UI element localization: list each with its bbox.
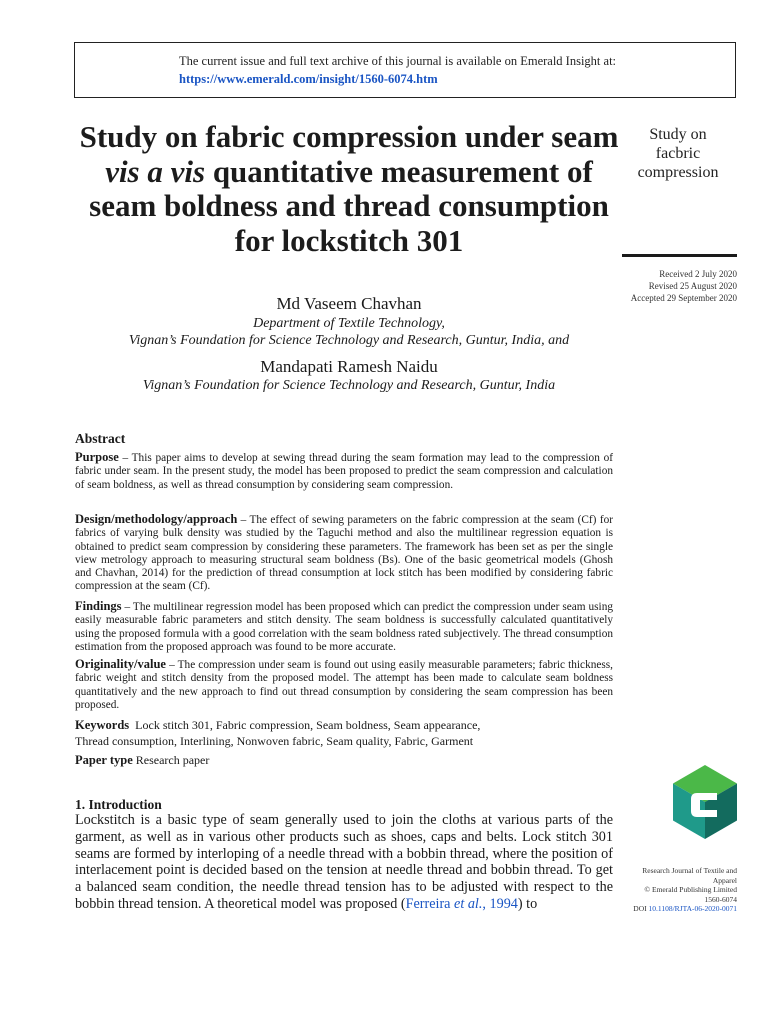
running-head	[618, 125, 738, 182]
journal-info	[600, 866, 737, 914]
findings-text: – The multilinear regression model has been proposed which can predict the compression under seam using easily measurable fabric parameters and stitch density. The seam boldness is successfully calculated quantitatively using the proposed formula with a good correlation with the seam boldness rated subjectively. The thread consumption estimation from the proposed approach was found to be more accurate.	[75, 601, 613, 653]
doi-label: DOI	[633, 904, 649, 913]
papertype-text: Research paper	[135, 753, 210, 767]
intro-text: Lockstitch is a basic type of seam generally used to join the cloths at various parts of the garment, as well as in various other products such as shoes, caps and belts. Lock stitch 301 seams are formed by interloping of a needle thread with a bobbin thread, where the position of interlacement point is decided based on the tension at needle thread and bobbin thread. To get a balanced seam condition, the needle thread tension has to be adjusted with respect to the bobbin thread tension. A theoretical model was proposed (	[75, 812, 613, 912]
cite-author: Ferreira	[405, 895, 455, 912]
keywords-line1: Lock stitch 301, Fabric compression, Seam boldness, Seam appearance,	[135, 718, 481, 732]
author-affiliation: Vignan’s Foundation for Science Technology and Research, Guntur, India	[142, 378, 556, 393]
originality-text: – The compression under seam is found out using easily measurable parameters; fabric thickness, fabric weight and stitch density from the proposed model. The attempt has been made to calculate seam boldness quantitatively and the new approach to find out thread consumption by considering the seam compression has been proposed.	[75, 659, 613, 711]
purpose-label: Purpose	[75, 450, 119, 464]
title-italic: vis a vis	[105, 153, 206, 189]
paper-title	[74, 120, 624, 258]
abstract-keywords	[75, 718, 613, 749]
title-part2: quantitative measurement of seam boldness and thread consumption for lockstitch 301	[89, 153, 609, 258]
papertype-label: Paper type	[75, 753, 133, 767]
author-affiliation: Department of Textile Technology,	[253, 316, 445, 331]
keywords-line2: Thread consumption, Interlining, Nonwoven fabric, Seam quality, Fabric, Garment	[75, 733, 474, 748]
date-revised: Revised 25 August 2020	[648, 281, 737, 291]
date-received: Received 2 July 2020	[659, 269, 737, 279]
introduction-body	[75, 812, 613, 913]
issn: 1560-6074	[704, 894, 737, 904]
cite-etal: et al.	[454, 895, 483, 912]
date-accepted: Accepted 29 September 2020	[630, 293, 737, 303]
journal-name-line1: Research Journal of Textile and	[642, 866, 737, 875]
introduction-heading: 1. Introduction	[75, 797, 162, 812]
running-head-rule	[622, 254, 737, 257]
journal-url-link[interactable]: https://www.emerald.com/insight/1560-6074.htm	[179, 72, 438, 86]
design-label: Design/methodology/approach	[75, 512, 238, 526]
citation-link[interactable]	[406, 896, 518, 912]
running-head-line3: compression	[637, 164, 719, 181]
abstract-findings	[75, 600, 613, 654]
abstract-design	[75, 513, 613, 594]
design-text: – The effect of sewing parameters on the fabric compression at the seam (Cf) for fabrics of varying bulk density was studied by the Taguchi method and also the multilinear regression equation is obtained to predict seam compression by considering these parameters. The framework has been set as per the single view metrology approach to measuring structural seam boldness (Bs). One of the basic geometrical models (Ghosh and Chavhan, 2014) for the prediction of thread consumption at lock stitch has been modified by considering fabric compression at the seam (Cf).	[75, 514, 613, 593]
running-head-line1: Study on	[649, 126, 707, 143]
running-head-line2: facbric	[655, 145, 701, 162]
author-name: Md Vaseem Chavhan	[276, 294, 422, 313]
author-name: Mandapati Ramesh Naidu	[260, 357, 438, 376]
journal-name-line2: Apparel	[712, 875, 737, 885]
findings-label: Findings	[75, 599, 122, 613]
title-part1: Study on fabric compression under seam	[79, 119, 619, 154]
abstract-paper-type	[75, 754, 613, 767]
journal-access-box	[74, 42, 736, 98]
publisher: © Emerald Publishing Limited	[644, 885, 737, 894]
cite-year: , 1994	[482, 895, 518, 912]
abstract-originality	[75, 658, 613, 712]
originality-label: Originality/value	[75, 657, 166, 671]
emerald-logo-icon	[673, 765, 737, 839]
intro-text-end: ) to	[517, 895, 538, 912]
author-affiliation: Vignan’s Foundation for Science Technology and Research, Guntur, India, and	[128, 333, 570, 348]
abstract-purpose	[75, 451, 613, 492]
abstract-heading: Abstract	[75, 431, 126, 446]
purpose-text: – This paper aims to develop at sewing thread during the seam formation may lead to the compression of fabric under seam. In the present study, the model has been proposed to predict the seam compression and calculation of seam boldness, as well as thread consumption by considering seam compression.	[75, 452, 613, 491]
doi-link[interactable]: 10.1108/RJTA-06-2020-0071	[648, 904, 737, 913]
keywords-label: Keywords	[75, 718, 130, 732]
access-notice: The current issue and full text archive of this journal is available on Emerald Insight at:	[179, 54, 617, 68]
